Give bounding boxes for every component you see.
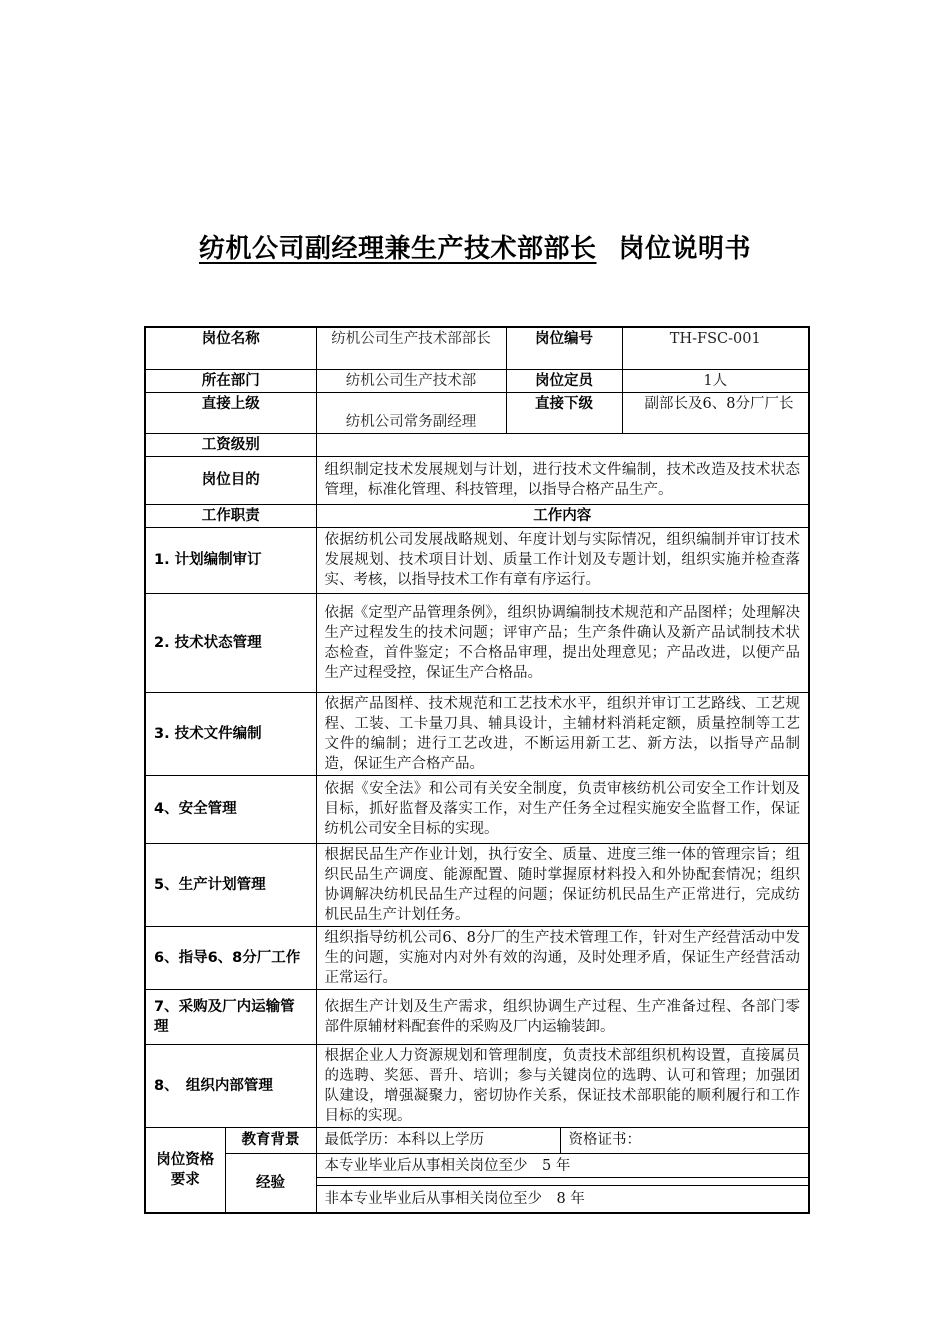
qualifications-label: 岗位资格要求 [145, 1127, 225, 1213]
duty-row [145, 843, 809, 926]
row-education [145, 1127, 809, 1153]
duties-header-col2: 工作内容 [316, 504, 809, 527]
superior-value: 纺机公司常务副经理 [316, 392, 506, 433]
duty-row [145, 692, 809, 775]
duty-content: 依据《安全法》和公司有关安全制度，负责审核纺机公司安全工作计划及目标，抓好监督及落实工作，对生产任务全过程实施安全监督工作，保证纺机公司安全目标的实现。 [316, 775, 809, 843]
purpose-text: 组织制定技术发展规划与计划，进行技术文件编制，技术改造及技术状态管理，标准化管理、科技管理，以指导合格产品生产。 [316, 456, 809, 504]
duty-name: 7、采购及厂内运输管理 [145, 989, 316, 1044]
row-department [145, 369, 809, 392]
duty-name: 5、生产计划管理 [145, 843, 316, 926]
duty-row [145, 775, 809, 843]
purpose-label: 岗位目的 [145, 456, 316, 504]
experience-subtable [317, 1154, 809, 1212]
row-salary [145, 433, 809, 456]
duty-row [145, 1044, 809, 1127]
document-title [0, 228, 950, 265]
position-code-value: TH-FSC-001 [622, 327, 809, 369]
duty-content: 根据民品生产作业计划，执行安全、质量、进度三维一体的管理宗旨；组织民品生产调度、能源配置、随时掌握原材料投入和外协配套情况；组织协调解决纺机民品生产过程的问题；保证纺机民品生产正常进行，完成纺机民品生产计划任务。 [316, 843, 809, 926]
row-position-name [145, 327, 809, 369]
duty-name: 3. 技术文件编制 [145, 692, 316, 775]
department-value: 纺机公司生产技术部 [316, 369, 506, 392]
duty-name: 2. 技术状态管理 [145, 593, 316, 692]
job-description-table [144, 326, 810, 1214]
duty-content: 组织指导纺机公司6、8分厂的生产技术管理工作，针对生产经营活动中发生的问题，实施对内对外有效的沟通，及时处理矛盾，保证生产经营活动正常运行。 [316, 926, 809, 989]
duty-content: 依据纺机公司发展战略规划、年度计划与实际情况，组织编制并审订技术发展规划、技术项目计划、质量工作计划及专题计划，组织实施并检查落实、考核，以指导技术工作有章有序运行。 [316, 527, 809, 593]
position-name-label: 岗位名称 [145, 327, 316, 369]
duty-row [145, 989, 809, 1044]
row-superior [145, 392, 809, 433]
experience-label: 经验 [225, 1153, 316, 1213]
duties-header-col1: 工作职责 [145, 504, 316, 527]
certificate-value: 资格证书： [560, 1127, 809, 1153]
duty-name: 6、指导6、8分厂工作 [145, 926, 316, 989]
title-main: 纺机公司副经理兼生产技术部部长 [198, 234, 597, 264]
duty-row [145, 527, 809, 593]
subordinate-value: 副部长及6、8分厂厂长 [622, 392, 809, 433]
salary-label: 工资级别 [145, 433, 316, 456]
education-label: 教育背景 [225, 1127, 316, 1153]
row-duties-header [145, 504, 809, 527]
duty-content: 根据企业人力资源规划和管理制度，负责技术部组织机构设置，直接属员的选聘、奖惩、晋升、培训；参与关键岗位的选聘、认可和管理；加强团队建设，增强凝聚力，密切协作关系，保证技术部职能的顺利履行和工作目标的实现。 [316, 1044, 809, 1127]
duty-name: 8、 组织内部管理 [145, 1044, 316, 1127]
duty-content: 依据生产计划及生产需求，组织协调生产过程、生产准备过程、各部门零部件原辅材料配套件的采购及厂内运输装卸。 [316, 989, 809, 1044]
duty-content: 依据产品图样、技术规范和工艺技术水平，组织并审订工艺路线、工艺规程、工装、工卡量刀具、辅具设计，主辅材料消耗定额，质量控制等工艺文件的编制；进行工艺改进，不断运用新工艺、新方法，以指导产品制造，保证生产合格产品。 [316, 692, 809, 775]
department-label: 所在部门 [145, 369, 316, 392]
duty-name: 1. 计划编制审订 [145, 527, 316, 593]
row-experience [145, 1153, 809, 1213]
duty-row [145, 926, 809, 989]
experience-major: 本专业毕业后从事相关岗位至少 5 年 [317, 1154, 809, 1178]
experience-divider [317, 1178, 809, 1186]
subordinate-label: 直接下级 [506, 392, 622, 433]
experience-cell [316, 1153, 809, 1213]
superior-label: 直接上级 [145, 392, 316, 433]
duty-name: 4、安全管理 [145, 775, 316, 843]
education-value: 最低学历：本科以上学历 [316, 1127, 560, 1153]
headcount-label: 岗位定员 [506, 369, 622, 392]
position-name-value: 纺机公司生产技术部部长 [316, 327, 506, 369]
experience-nonmajor: 非本专业毕业后从事相关岗位至少 8 年 [324, 1191, 585, 1207]
headcount-value: 1人 [622, 369, 809, 392]
title-suffix: 岗位说明书 [618, 234, 752, 264]
row-purpose [145, 456, 809, 504]
position-code-label: 岗位编号 [506, 327, 622, 369]
duty-content: 依据《定型产品管理条例》，组织协调编制技术规范和产品图样；处理解决生产过程发生的技术问题；评审产品；生产条件确认及新产品试制技术状态检查，首件鉴定；不合格品审理，提出处理意见；产品改进，以便产品生产过程受控，保证生产合格品。 [316, 593, 809, 692]
duty-row [145, 593, 809, 692]
salary-value [316, 433, 809, 456]
